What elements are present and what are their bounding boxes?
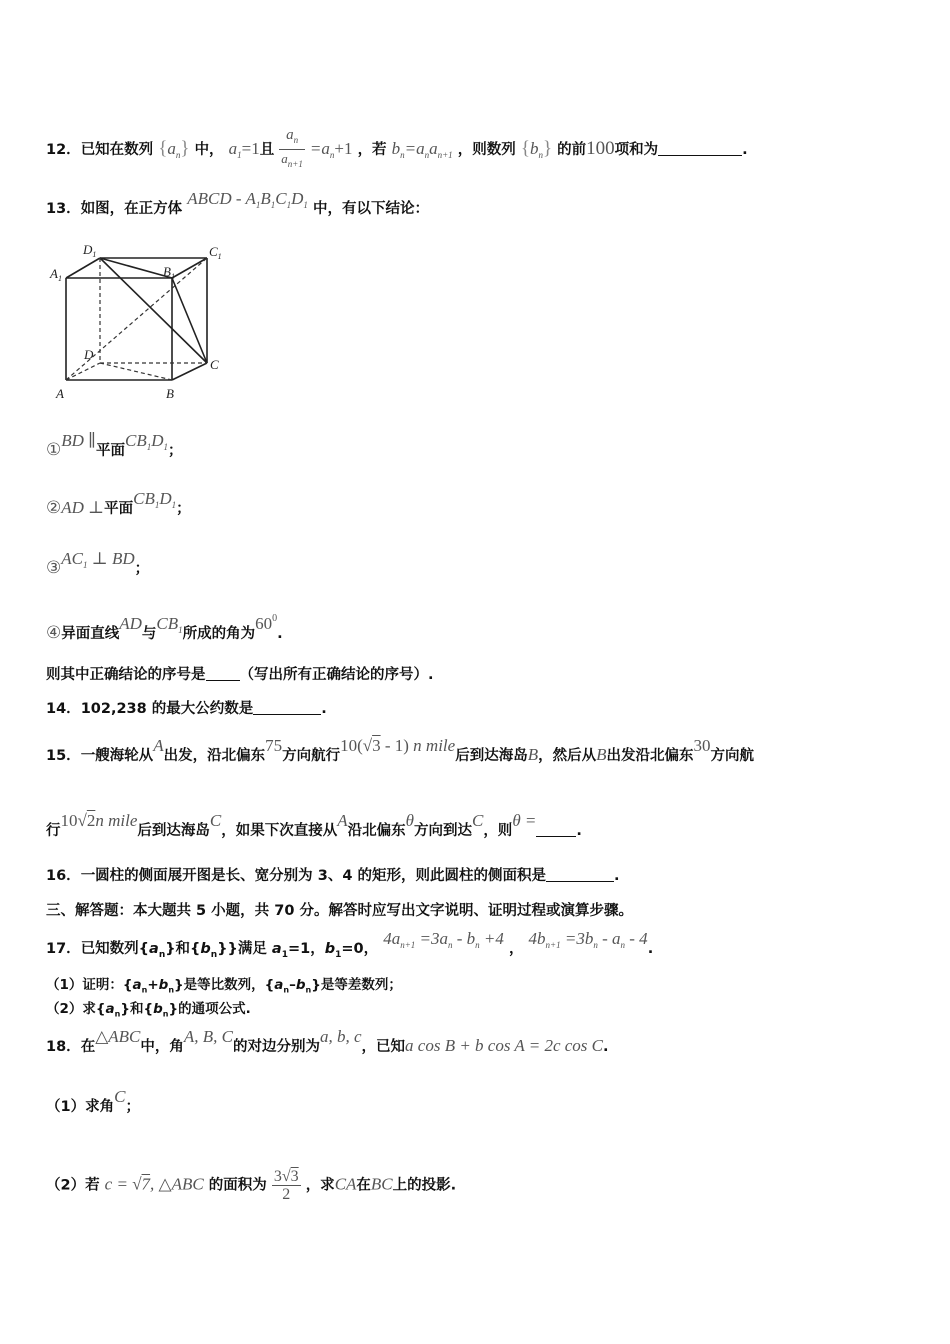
- answer-blank[interactable]: [206, 666, 240, 681]
- label-A: A: [56, 386, 64, 401]
- label-C1: $C_1$: [209, 244, 222, 261]
- conclusion-3: $③AC_1$ ⊥ BD；: [46, 549, 150, 577]
- conclusion-prompt: 则其中正确结论的序号是 （写出所有正确结论的序号）.: [46, 667, 434, 683]
- segment-D1C: [100, 258, 207, 363]
- segment-DB: [100, 363, 172, 380]
- answer-blank[interactable]: [253, 700, 321, 715]
- edge-B1C1: [172, 258, 207, 278]
- conclusion-2: ②AD ⊥平面$CB_1D_1$；: [46, 489, 191, 517]
- left-brace: {: [158, 138, 168, 159]
- segment-B1C: [172, 278, 207, 363]
- question-18-part2: （2）若 c = √7, △ABC 的面积为 $\frac{3√3}{2}$ ，求CA在BC上的投影.: [46, 1168, 457, 1203]
- question-18: 18．在△ABC中，角A, B, C的对边分别为a, b, c，已知a cos B + b cos A = 2c cos C.: [46, 1027, 609, 1055]
- label-D1: $D_1$: [83, 242, 97, 259]
- section-3-heading: 三、解答题：本大题共 5 小题，共 70 分。解答时应写出文字说明、证明过程或演算步骤。: [46, 903, 633, 919]
- label-B: B: [166, 386, 174, 401]
- label-B1: $B_1$: [163, 264, 175, 281]
- answer-blank[interactable]: [536, 822, 576, 837]
- question-15: 15．一艘海轮从A出发，沿北偏东75方向航行10(√3 - 1) n mile后到达海岛B，然后从B出发沿北偏东30方向航: [46, 736, 754, 764]
- cube-diagram: [48, 236, 233, 406]
- fraction: $\frac{a_n}{a_{n+1}}$: [281, 127, 303, 169]
- edge-A1D1: [66, 258, 100, 278]
- question-12: 12．已知在数列 $\{a_n\}$ 中， $a_1=1$且 $\frac{a_n}{a_{n+1}}$ $=a_n+1$ ，若 $b_n=a_na_{n+1}$ ，则数列 $\{b_n\}$ 的前100项和为 .: [46, 127, 748, 173]
- conclusion-1: ①BD ∥平面$CB_1D_1$；: [46, 431, 183, 459]
- label-D: D: [84, 347, 94, 362]
- question-14: 14．102,238 的最大公约数是 .: [46, 701, 327, 717]
- question-15-line2: 行10√2n mile后到达海岛C，如果下次直接从A沿北偏东θ方向到达C，则θ =.: [46, 811, 582, 839]
- question-17: 17．已知数列$\{a_n\}$和$\{b_n\}$}满足 $a_1=1$，$b_1=0$， $4a_{n+1} =3a_n - b_n +4$ ， $4b_{n+1} =3b_n - a_n - 4$.: [46, 929, 654, 960]
- edge-BC: [172, 363, 207, 380]
- conclusion-4: ④异面直线AD与$CB_1$所成的角为$60^0$.: [46, 613, 283, 642]
- answer-blank[interactable]: [658, 141, 742, 156]
- question-16: 16．一圆柱的侧面展开图是长、宽分别为 3、4 的矩形，则此圆柱的侧面积是 .: [46, 868, 620, 884]
- question-17-part1: （1）证明：$\{a_n+b_n\}$是等比数列，$\{a_n-b_n\}$是等差数列；: [46, 977, 402, 995]
- fraction: $\frac{3√3}{2}$: [273, 1168, 299, 1203]
- label-A1: $A_1$: [50, 266, 62, 283]
- label-C: C: [210, 357, 219, 372]
- question-13: 13．如图，在正方体 ABCD - $A_1B_1C_1D_1$ 中，有以下结论：: [46, 189, 429, 217]
- answer-blank[interactable]: [546, 867, 614, 882]
- question-17-part2: （2）求$\{a_n\}$和$\{b_n\}$的通项公式.: [46, 1001, 251, 1019]
- question-18-part1: （1）求角C；: [46, 1087, 140, 1115]
